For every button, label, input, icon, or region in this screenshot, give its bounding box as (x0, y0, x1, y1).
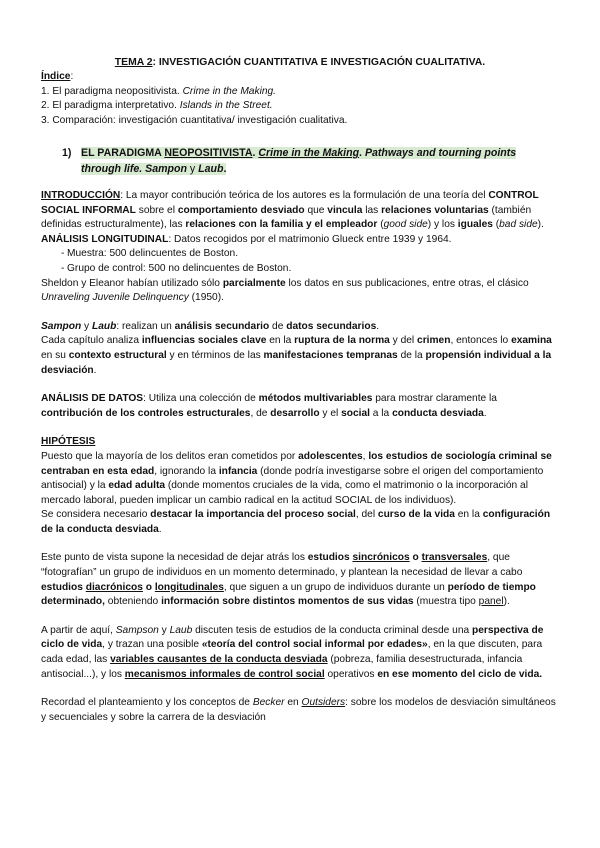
index-item: 2. El paradigma interpretativo. Islands in the Street. (41, 100, 273, 112)
section-heading: 1) EL PARADIGMA NEOPOSITIVISTA. Crime in the Making. Pathways and tourning points through life. Sampon y Laub. (62, 147, 517, 175)
intro-paragraph: INTRODUCCIÓN: La mayor contribución teórica de los autores es la formulación de una teoría del CONTROL SOCIAL INFORMAL sobre el comportamiento desviado que vincula las relaciones voluntarias (también definidas estructuralmente), las relaciones con la familia y el empleador (good side) y los iguales (bad side). (41, 190, 544, 231)
page-title (41, 56, 559, 71)
title-rest: : INVESTIGACIÓN CUANTITATIVA E INVESTIGACIÓN CUALITATIVA. (152, 57, 486, 68)
capitulo-paragraph: Cada capítulo analiza influencias sociales clave en la ruptura de la norma y del crimen, entonces lo examina en su contexto estructural y en términos de las manifestaciones tempranas de la propensión individual a la desviación. (41, 335, 552, 376)
hipotesis-heading: HIPÓTESIS (41, 436, 96, 448)
considera-paragraph: Se considera necesario destacar la importancia del proceso social, del curso de la vida en la configuración de la conducta desviada. (41, 509, 551, 535)
punto-paragraph: Este punto de vista supone la necesidad de dejar atrás los estudios sincrónicos o transversales, que “fotografían” un grupo de individuos en un momento determinado, y plantean la necesidad de llevar a cabo estudios diacrónicos o longitudinales, que siguen a un grupo de individuos durante un período de tiempo determinado, obteniendo información sobre distintos momentos de sus vidas (muestra tipo panel). (41, 552, 536, 608)
index-block (41, 70, 559, 128)
glueck-paragraph: Sheldon y Eleanor habían utilizado sólo parcialmente los datos en sus publicaciones, entre otras, el clásico Unraveling Juvenile Delinquency (1950). (41, 277, 529, 304)
hipotesis-paragraph: Puesto que la mayoría de los delitos eran cometidos por adolescentes, los estudios de sociología criminal se centraban en esta edad, ignorando la infancia (donde podría investigarse sobre el origen del comportamiento antisocial) y la edad adulta (donde momentos cruciales de la vida, como el matrimonio o la incorporación al mercado laboral, pueden implicar un cambio radical en la actitud SOCIAL de los individuos). (41, 450, 552, 506)
index-item: 3. Comparación: investigación cuantitativa/ investigación cualitativa. (41, 114, 348, 126)
apartir-paragraph: A partir de aquí, Sampson y Laub discuten tesis de estudios de la conducta criminal desde una perspectiva de ciclo de vida, y trazan una posible «teoría del control social informal por edades», en la que discuten, para cada edad, las variables causantes de la conducta desviada (pobreza, familia desestructurada, infancia antisocial...), y los mecanismos informales de control social operativos en ese momento del ciclo de vida. (41, 624, 544, 680)
section-number: 1) (62, 147, 72, 159)
index-item: 1. El paradigma neopositivista. Crime in the Making. (41, 85, 276, 97)
sampon-paragraph: Sampon y Laub: realizan un análisis secundario de datos secundarios. (41, 320, 380, 332)
list-item: - Muestra: 500 delincuentes de Boston. (61, 248, 239, 260)
list-item: - Grupo de control: 500 no delincuentes de Boston. (61, 262, 292, 274)
recordad-paragraph: Recordad el planteamiento y los conceptos de Becker en Outsiders: sobre los modelos de desviación simultáneos y secuenciales y sobre la carrera de la desviación (41, 697, 556, 723)
title-prefix: TEMA 2 (114, 57, 153, 68)
longitudinal-paragraph: ANÁLISIS LONGITUDINAL: Datos recogidos por el matrimonio Glueck entre 1939 y 1964. (41, 233, 452, 245)
datos-paragraph: ANÁLISIS DE DATOS: Utiliza una colección de métodos multivariables para mostrar claramente la contribución de los controles estructurales, de desarrollo y el social a la conducta desviada. (41, 393, 497, 419)
index-heading: Índice: (41, 71, 74, 82)
body-text (41, 189, 559, 725)
